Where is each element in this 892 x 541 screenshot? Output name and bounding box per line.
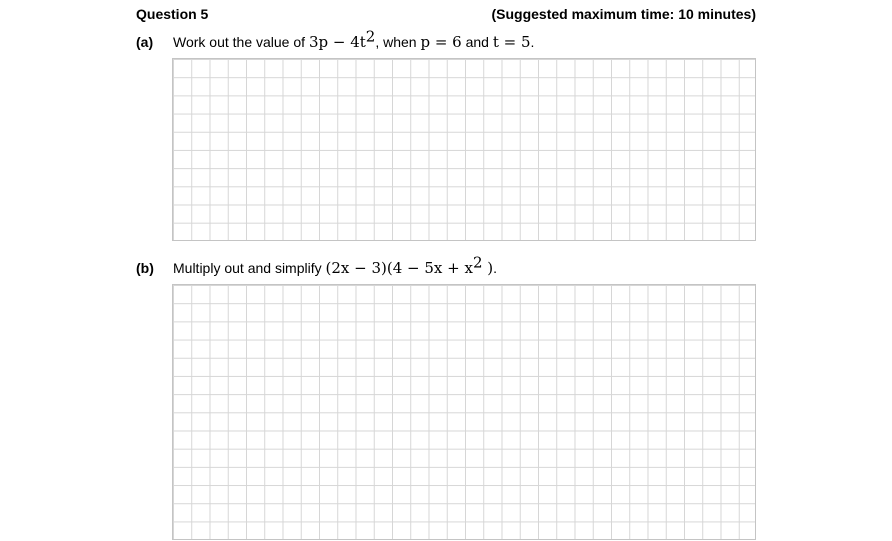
part-b-expression: (2x − 3)(4 − 5x + x	[325, 259, 473, 277]
part-b-exponent: 2	[472, 253, 483, 272]
part-a-text-4: .	[530, 34, 535, 50]
part-a-p-value: p = 6	[420, 33, 462, 51]
part-a-expression: 3p − 4t	[308, 33, 366, 51]
answer-grid-b[interactable]	[172, 284, 756, 540]
suggested-time: (Suggested maximum time: 10 minutes)	[491, 6, 756, 22]
question-title: Question 5	[136, 6, 209, 22]
part-b-expression-close: )	[482, 259, 494, 277]
part-b-question	[173, 253, 497, 277]
part-a-row	[136, 27, 535, 51]
part-b-label: (b)	[136, 260, 154, 276]
part-a-text-1: Work out the value of	[173, 34, 309, 50]
part-b-text-2: .	[493, 260, 497, 276]
part-a-t-value: t = 5	[492, 33, 531, 51]
part-b-row	[136, 253, 497, 277]
part-b-text-1: Multiply out and simplify	[173, 260, 326, 276]
part-a-exponent: 2	[365, 27, 376, 46]
part-a-label: (a)	[136, 34, 154, 50]
answer-grid-a[interactable]	[172, 58, 756, 241]
part-a-text-2: , when	[375, 34, 421, 50]
part-a-question	[173, 27, 535, 51]
part-a-text-3: and	[461, 34, 493, 50]
